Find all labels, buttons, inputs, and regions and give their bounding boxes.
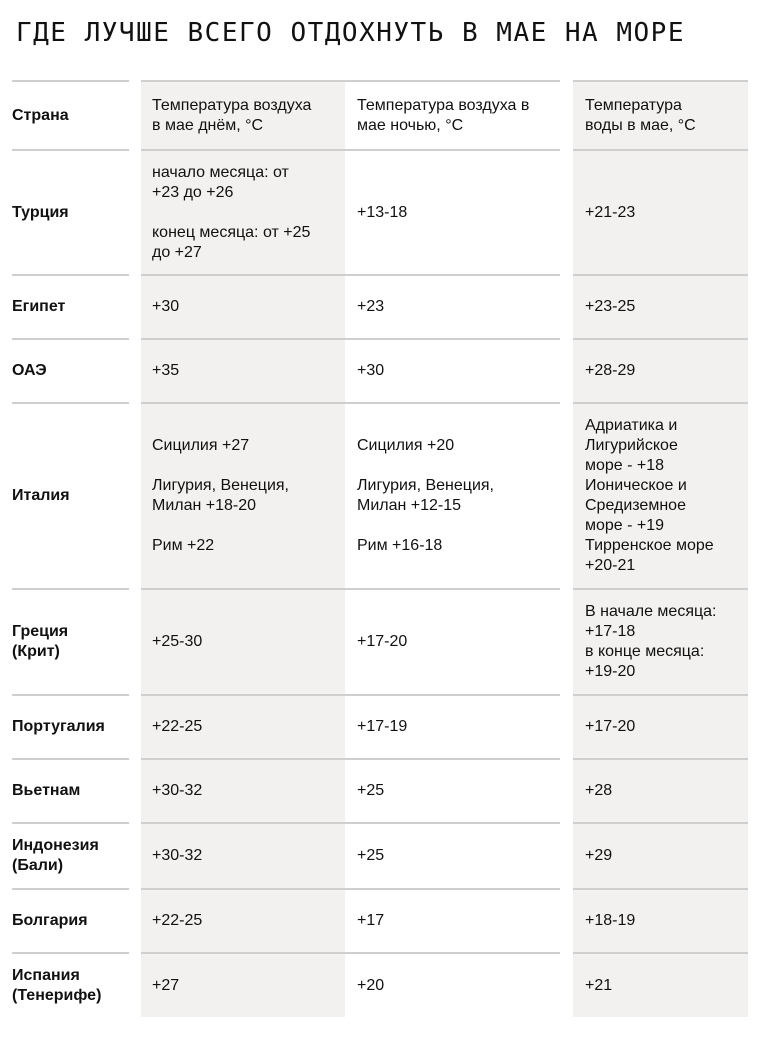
table-row <box>0 274 766 338</box>
water-temp-cell <box>573 588 748 694</box>
header-day-line: в мае днём, °C <box>152 116 264 134</box>
cell-line: +17-20 <box>585 718 636 735</box>
header-night-temp <box>345 80 560 149</box>
cell-line: море - +19 <box>585 517 665 534</box>
cell-line: +30 <box>357 362 385 379</box>
night-temp-cell <box>345 694 560 758</box>
night-temp-cell <box>345 888 560 952</box>
cell-line: +21 <box>585 976 613 994</box>
cell-line: +25 <box>357 782 385 799</box>
country-cell <box>12 274 129 338</box>
water-temp-cell <box>573 149 748 274</box>
water-temp-cell <box>573 694 748 758</box>
cell-line: до +27 <box>152 243 202 261</box>
cell-line: Болгария <box>12 912 88 929</box>
water-temp-cell <box>573 952 748 1017</box>
cell-line: Турция <box>12 203 69 221</box>
cell-line: (Крит) <box>12 643 60 660</box>
cell-line: +23 до +26 <box>152 183 234 201</box>
country-cell <box>12 952 129 1017</box>
cell-line: +18-19 <box>585 912 636 929</box>
table-row <box>0 888 766 952</box>
water-temp-cell <box>573 822 748 888</box>
cell-line: +17-19 <box>357 718 408 735</box>
country-cell <box>12 149 129 274</box>
cell-line: начало месяца: от <box>152 163 289 181</box>
table-row <box>0 402 766 588</box>
day-temp-cell <box>141 274 345 338</box>
header-day-line: Температура воздуха <box>152 96 312 114</box>
day-temp-cell <box>141 588 345 694</box>
header-country: Страна <box>12 80 129 149</box>
night-temp-cell <box>345 588 560 694</box>
cell-line: Лигурия, Венеция, <box>152 477 289 494</box>
country-cell <box>12 822 129 888</box>
cell-line: Индонезия <box>12 837 99 854</box>
cell-line: +21-23 <box>585 203 636 221</box>
cell-line: Адриатика и <box>585 417 678 434</box>
cell-line: Тирренское море <box>585 537 714 554</box>
cell-line: +17-18 <box>585 623 636 640</box>
cell-line: Лигурийское <box>585 437 678 454</box>
cell-line: Средиземное <box>585 497 686 514</box>
cell-line: Вьетнам <box>12 782 81 799</box>
night-temp-cell <box>345 402 560 588</box>
cell-line: +20 <box>357 976 385 994</box>
day-temp-cell <box>141 149 345 274</box>
cell-line: +30-32 <box>152 782 203 799</box>
night-temp-cell <box>345 274 560 338</box>
header-water-temp <box>573 80 748 149</box>
day-temp-cell <box>141 952 345 1017</box>
cell-line: Испания <box>12 966 80 984</box>
header-water-line: воды в мае, °C <box>585 116 696 134</box>
country-cell <box>12 588 129 694</box>
cell-line: Рим +16-18 <box>357 537 443 554</box>
country-cell <box>12 402 129 588</box>
cell-line: Рим +22 <box>152 537 215 554</box>
country-cell <box>12 694 129 758</box>
table-row <box>0 149 766 274</box>
day-temp-cell <box>141 338 345 402</box>
table-row <box>0 694 766 758</box>
cell-line: +35 <box>152 362 180 379</box>
cell-line: +30 <box>152 298 180 315</box>
header-night-line: Температура воздуха в <box>357 96 530 114</box>
cell-line: Милан +18-20 <box>152 497 257 514</box>
day-temp-cell <box>141 694 345 758</box>
water-temp-cell <box>573 402 748 588</box>
cell-line: в конце месяца: <box>585 643 705 660</box>
cell-line: +30-32 <box>152 847 203 864</box>
cell-line: +13-18 <box>357 203 408 221</box>
cell-line: +25 <box>357 847 385 864</box>
cell-line: конец месяца: от +25 <box>152 223 311 241</box>
day-temp-cell <box>141 402 345 588</box>
cell-line: Греция <box>12 623 69 640</box>
header-night-line: мае ночью, °C <box>357 116 464 134</box>
cell-line: +28 <box>585 782 613 799</box>
table-row <box>0 952 766 1017</box>
cell-line: ОАЭ <box>12 362 47 379</box>
cell-line: +29 <box>585 847 613 864</box>
cell-line: (Тенерифе) <box>12 986 102 1004</box>
country-cell <box>12 888 129 952</box>
weather-table <box>0 80 766 1017</box>
header-water-line: Температура <box>585 96 682 114</box>
night-temp-cell <box>345 338 560 402</box>
cell-line: +19-20 <box>585 663 636 680</box>
cell-line: Египет <box>12 298 66 315</box>
country-cell <box>12 338 129 402</box>
cell-line: Сицилия +20 <box>357 437 455 454</box>
water-temp-cell <box>573 338 748 402</box>
water-temp-cell <box>573 274 748 338</box>
cell-line: Лигурия, Венеция, <box>357 477 494 494</box>
table-row <box>0 588 766 694</box>
night-temp-cell <box>345 758 560 822</box>
cell-line: Сицилия +27 <box>152 437 250 454</box>
night-temp-cell <box>345 822 560 888</box>
table-row <box>0 338 766 402</box>
cell-line: +22-25 <box>152 912 203 929</box>
cell-line: +22-25 <box>152 718 203 735</box>
night-temp-cell <box>345 952 560 1017</box>
cell-line: +28-29 <box>585 362 636 379</box>
cell-line: Португалия <box>12 718 105 735</box>
page-title: ГДЕ ЛУЧШЕ ВСЕГО ОТДОХНУТЬ В МАЕ НА МОРЕ <box>16 18 685 48</box>
night-temp-cell <box>345 149 560 274</box>
header-day-temp <box>141 80 345 149</box>
cell-line: Ионическое и <box>585 477 687 494</box>
cell-line: +17-20 <box>357 633 408 650</box>
day-temp-cell <box>141 758 345 822</box>
cell-line: +23-25 <box>585 298 636 315</box>
cell-line: +25-30 <box>152 633 203 650</box>
country-cell <box>12 758 129 822</box>
cell-line: +17 <box>357 912 385 929</box>
header-row <box>0 80 766 149</box>
table-row <box>0 758 766 822</box>
cell-line: +20-21 <box>585 557 636 574</box>
day-temp-cell <box>141 822 345 888</box>
cell-line: море - +18 <box>585 457 665 474</box>
cell-line: Италия <box>12 487 70 504</box>
water-temp-cell <box>573 888 748 952</box>
cell-line: Милан +12-15 <box>357 497 462 514</box>
cell-line: (Бали) <box>12 857 64 874</box>
day-temp-cell <box>141 888 345 952</box>
table-row <box>0 822 766 888</box>
cell-line: +23 <box>357 298 385 315</box>
water-temp-cell <box>573 758 748 822</box>
cell-line: В начале месяца: <box>585 603 717 620</box>
cell-line: +27 <box>152 976 180 994</box>
